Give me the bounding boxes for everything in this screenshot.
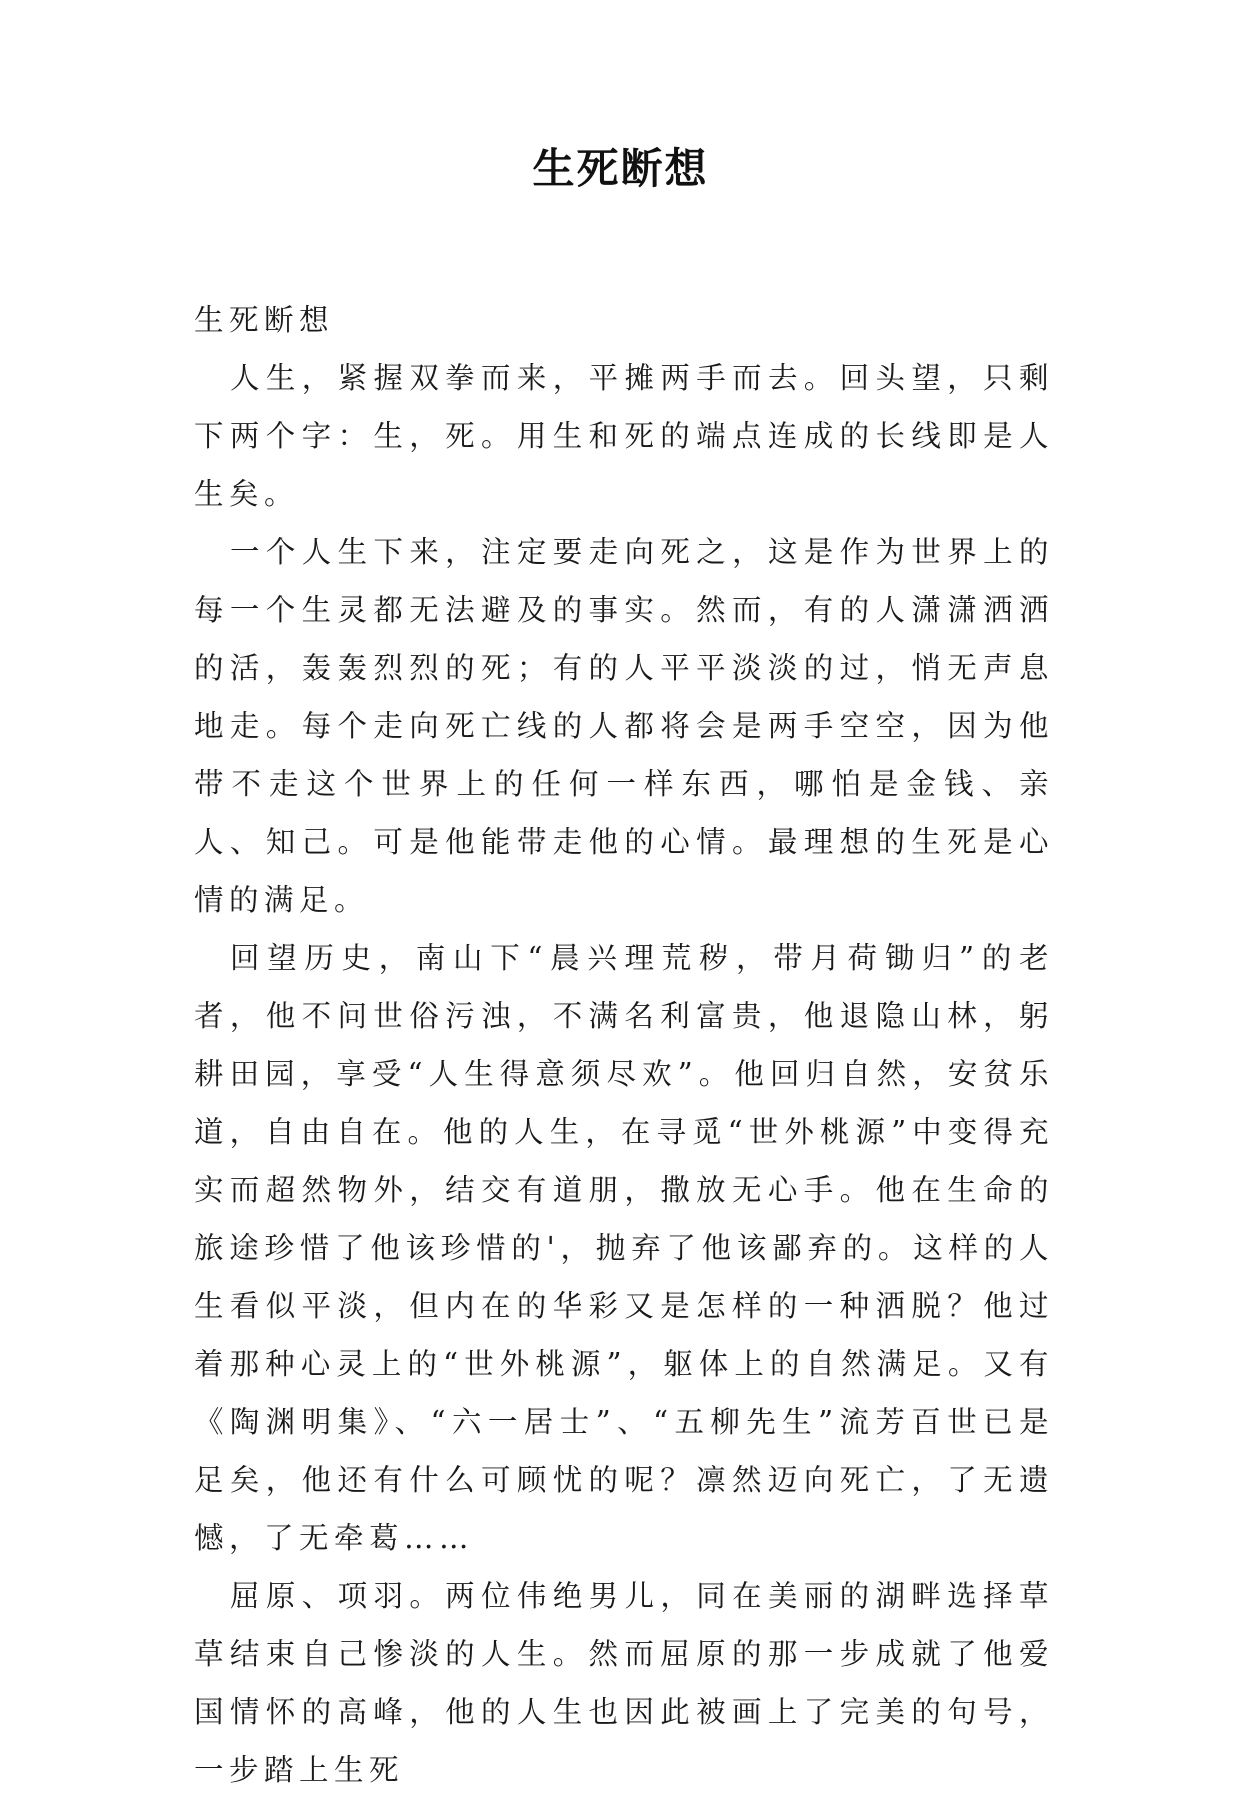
paragraph: 屈原、项羽。两位伟绝男儿，同在美丽的湖畔选择草草结束自己惨淡的人生。然而屈原的那一步成就了他爱国情怀的高峰，他的人生也因此被画上了完美的句号，一步踏上生死: [194, 1579, 1054, 1787]
document-subtitle: 生死断想: [194, 303, 335, 337]
paragraph: 回望历史，南山下“晨兴理荒秽，带月荷锄归”的老者，他不问世俗污浊，不满名利富贵，他退隐山林，躬耕田园，享受“人生得意须尽欢”。他回归自然，安贫乐道，自由自在。他的人生，在寻觅“世外桃源”中变得充实而超然物外，结交有道朋，撒放无心手。他在生命的旅途珍惜了他该珍惜的'，抛弃了他该鄙弃的。这样的人生看似平淡，但内在的华彩又是怎样的一种洒脱？他过着那种心灵上的“世外桃源”，躯体上的自然满足。又有《陶渊明集》、“六一居士”、“五柳先生”流芳百世已是足矣，他还有什么可顾忧的呢？凛然迈向死亡，了无遗憾，了无牵葛……: [194, 941, 1054, 1555]
paragraph: 一个人生下来，注定要走向死之，这是作为世界上的每一个生灵都无法避及的事实。然而，有的人潇潇洒洒的活，轰轰烈烈的死；有的人平平淡淡的过，悄无声息地走。每个走向死亡线的人都将会是两手空空，因为他带不走这个世界上的任何一样东西，哪怕是金钱、亲人、知己。可是他能带走他的心情。最理想的生死是心情的满足。: [194, 535, 1054, 917]
paragraph: 人生，紧握双拳而来，平摊两手而去。回头望，只剩下两个字：生，死。用生和死的端点连成的长线即是人生矣。: [194, 361, 1054, 511]
document-title: 生死断想: [532, 144, 709, 193]
document-body: [194, 291, 1054, 1799]
